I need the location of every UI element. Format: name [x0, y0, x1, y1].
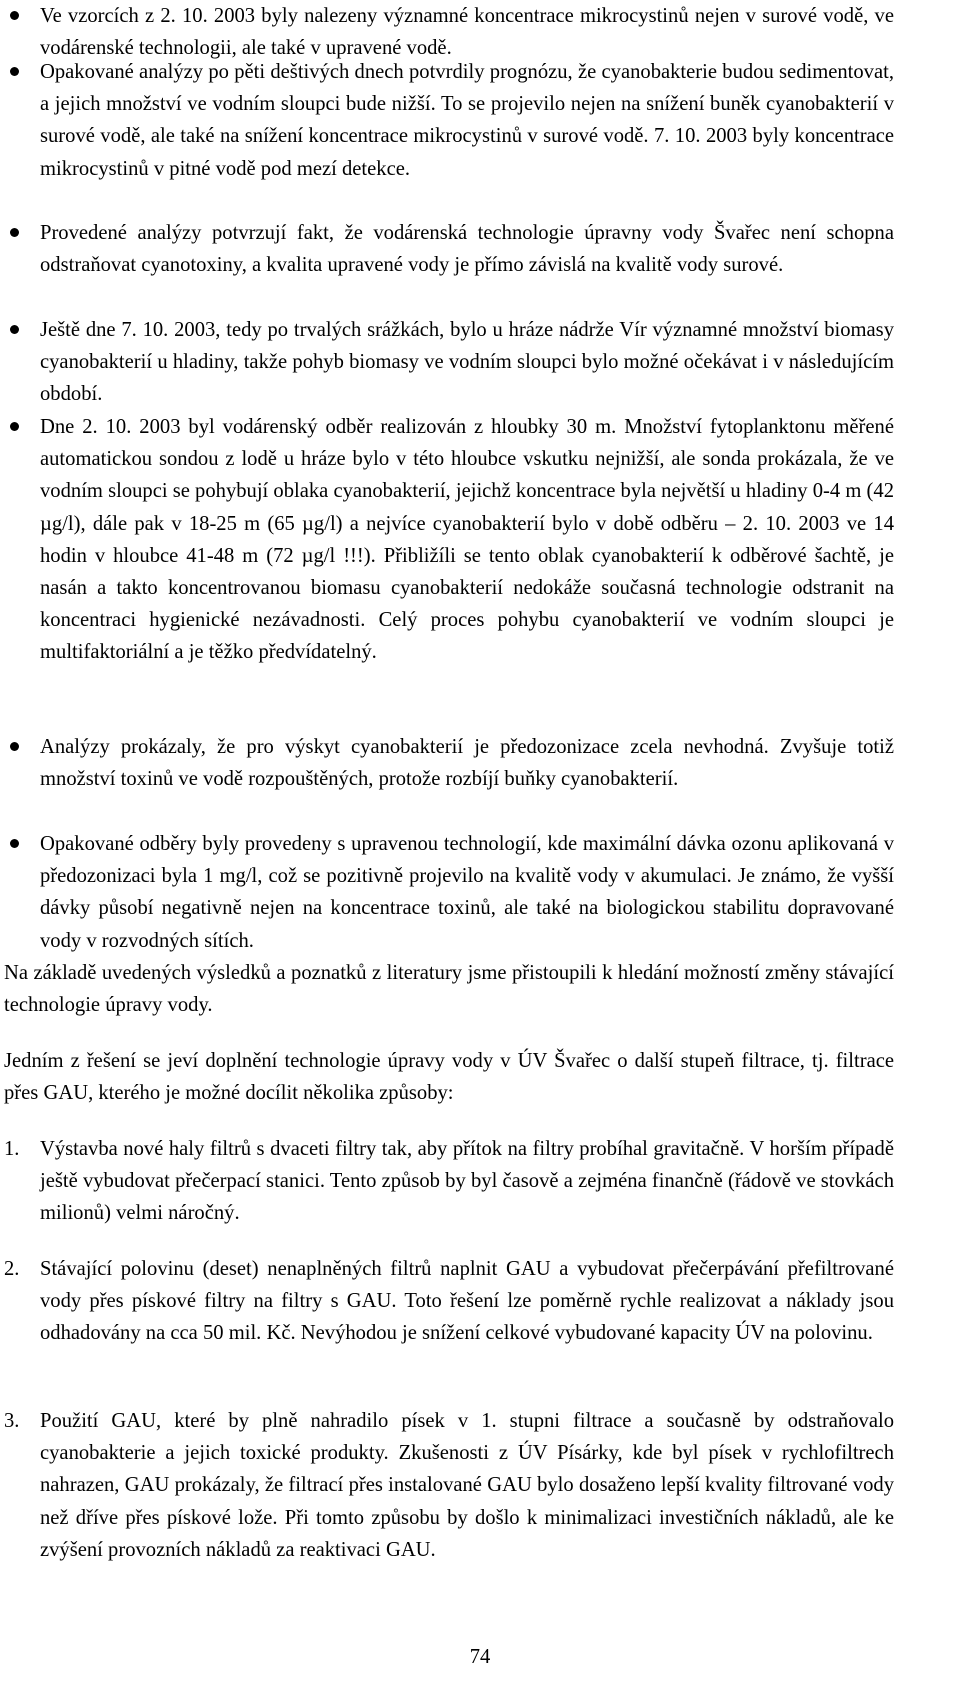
numbered-item-1: [4, 1133, 894, 1230]
numbered-item-2: [4, 1253, 894, 1350]
bullet-item-7: Opakované odběry byly provedeny s upravenou technologií, kde maximální dávka ozonu aplikovaná v předozonizaci byla 1 mg/l, což se pozitivně projevilo na kvalitě vody v akumulaci. Je známo, že vyšší dávky působí negativně nejen na koncentrace toxinů, ale také na biologickou stabilitu dopravované vody v rozvodných sítích.: [40, 828, 894, 957]
numbered-item-number: 1.: [4, 1138, 20, 1160]
numbered-item-number: 3.: [4, 1410, 20, 1432]
bullet-item-3: Provedené analýzy potvrzují fakt, že vodárenská technologie úpravny vody Švařec není schopna odstraňovat cyanotoxiny, a kvalita upravené vody je přímo závislá na kvalitě vody surové.: [40, 217, 894, 281]
bullet-item-2: Opakované analýzy po pěti deštivých dnech potvrdily prognózu, že cyanobakterie budou sedimentovat, a jejich množství ve vodním sloupci bude nižší. To se projevilo nejen na snížení buněk cyanobakterií v surové vodě, ale také na snížení koncentrace mikrocystinů v surové vodě. 7. 10. 2003 byly koncentrace mikrocystinů v pitné vodě pod mezí detekce.: [40, 56, 894, 185]
numbered-item-text: Použití GAU, které by plně nahradilo písek v 1. stupni filtrace a současně by odstraňovalo cyanobakterie a jejich toxické produkty. Zkušenosti z ÚV Písárky, kde byl písek v rychlofiltrech nahrazen, GAU prokázaly, že filtrací přes instalované GAU bylo dosaženo lepší kvality filtrované vody než dříve přes pískové lože. Při tomto způsobu by došlo k minimalizaci investičních nákladů, ale ke zvýšení provozních nákladů za reaktivaci GAU.: [40, 1410, 894, 1561]
numbered-item-text: Stávající polovinu (deset) nenaplněných filtrů naplnit GAU a vybudovat přečerpávání přefiltrované vody přes pískové filtry na filtry s GAU. Toto řešení lze poměrně rychle realizovat a náklady jsou odhadovány na cca 50 mil. Kč. Nevýhodou je snížení celkové vybudované kapacity ÚV na polovinu.: [40, 1258, 894, 1345]
bullet-item-4: Ještě dne 7. 10. 2003, tedy po trvalých srážkách, bylo u hráze nádrže Vír významné množství biomasy cyanobakterií u hladiny, takže pohyb biomasy ve vodním sloupci bylo možné očekávat i v následujícím období.: [40, 314, 894, 411]
page-number: 74: [469, 1646, 491, 1668]
paragraph-conclusion: Na základě uvedených výsledků a poznatků z literatury jsme přistoupili k hledání možností změny stávající technologie úpravy vody.: [4, 962, 894, 1017]
numbered-item-text: Výstavba nové haly filtrů s dvaceti filtry tak, aby přítok na filtry probíhal gravitačně. V horším případě ještě vybudovat přečerpací stanici. Tento způsob by byl časově a zejména finančně (řádově ve stovkách milionů) velmi náročný.: [40, 1138, 894, 1225]
numbered-item-3: [4, 1405, 894, 1566]
bullet-item-5: Dne 2. 10. 2003 byl vodárenský odběr realizován z hloubky 30 m. Množství fytoplanktonu měřené automatickou sondou z lodě u hráze bylo v této hloubce vskutku nejnižší, ale sonda prokázala, že ve vodním sloupci se pohybují oblaka cyanobakterií, jejichž koncentrace byla největší u hladiny 0-4 m (42 µg/l), dále pak v 18-25 m (65 µg/l) a nejvíce cyanobakterií bylo v době odběru – 2. 10. 2003 ve 14 hodin v hloubce 41-48 m (72 µg/l !!!). Přibližíli se tento oblak cyanobakterií k odběrové šachtě, je nasán a takto koncentrovanou biomasu cyanobakterií nedokáže současná technologie odstranit na koncentraci hygienické nezávadnosti. Celý proces pohybu cyanobakterií ve vodním sloupci je multifaktoriální a je těžko předvídatelný.: [40, 411, 894, 669]
bullet-item-1: Ve vzorcích z 2. 10. 2003 byly nalezeny významné koncentrace mikrocystinů nejen v surové vodě, ve vodárenské technologii, ale také v upravené vodě.: [40, 0, 894, 64]
numbered-item-number: 2.: [4, 1258, 20, 1280]
bullet-item-6: Analýzy prokázaly, že pro výskyt cyanobakterií je předozonizace zcela nevhodná. Zvyšuje totiž množství toxinů ve vodě rozpouštěných, protože rozbíjí buňky cyanobakterií.: [40, 731, 894, 795]
paragraph-solution-intro: Jedním z řešení se jeví doplnění technologie úpravy vody v ÚV Švařec o další stupeň filtrace, tj. filtrace přes GAU, kterého je možné docílit několika způsoby:: [4, 1050, 894, 1105]
